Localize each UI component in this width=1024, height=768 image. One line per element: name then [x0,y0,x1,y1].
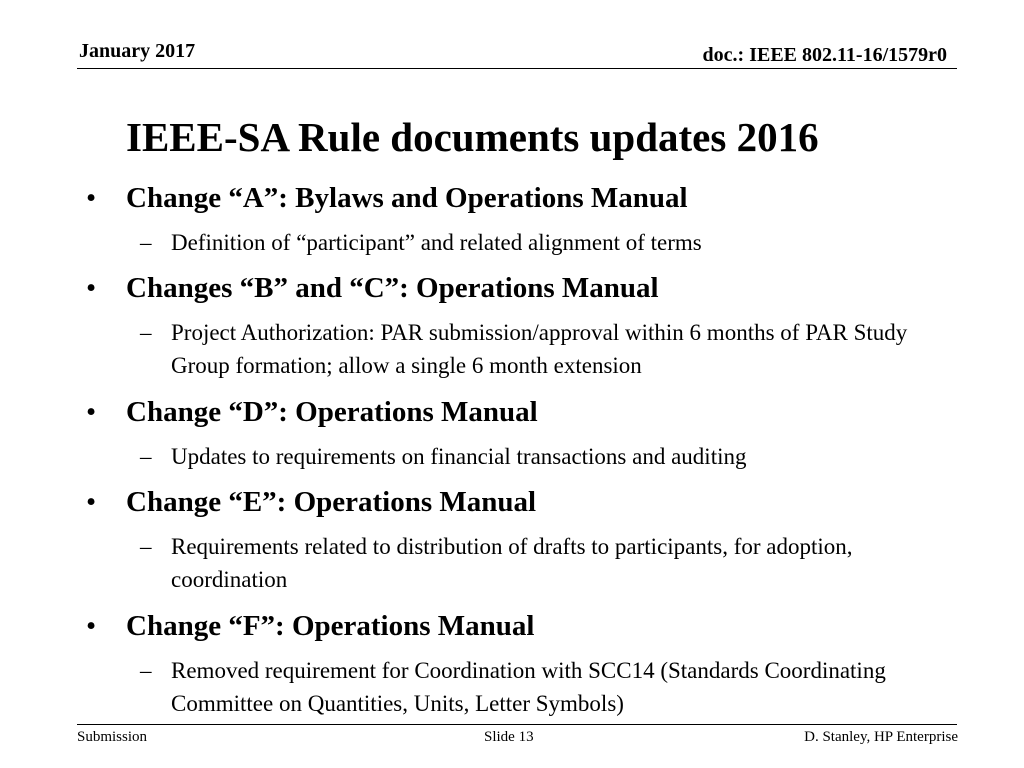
bullet-text: Changes “B” and “C”: Operations Manual [126,272,659,304]
footer-author: D. Stanley, HP Enterprise [804,729,958,745]
bullet-item [86,395,538,429]
dash-icon: – [140,658,152,683]
dash-icon: – [140,534,152,559]
bullet-text: Change “E”: Operations Manual [126,486,537,518]
bullet-text: Change “F”: Operations Manual [126,610,535,642]
bullet-dot-icon: • [86,272,97,304]
footer-divider [77,724,957,725]
bullet-item [86,609,534,643]
bullet-dot-icon: • [86,182,97,214]
sub-item-text: Project Authorization: PAR submission/approval within 6 months of PAR Study Group formation; allow a single 6 month extension [171,320,908,378]
sub-item [140,530,951,596]
bullet-item [86,181,688,215]
sub-item [140,226,951,259]
bullet-dot-icon: • [86,486,97,518]
bullet-dot-icon: • [86,610,97,642]
bullet-dot-icon: • [86,396,97,428]
sub-item-text: Requirements related to distribution of drafts to participants, for adoption, coordination [171,534,853,592]
slide-title: IEEE-SA Rule documents updates 2016 [126,114,819,160]
header-date: January 2017 [79,40,196,62]
bullet-text: Change “A”: Bylaws and Operations Manual [126,182,688,214]
dash-icon: – [140,320,152,345]
dash-icon: – [140,230,152,255]
sub-item-text: Removed requirement for Coordination with SCC14 (Standards Coordinating Committee on Quantities, Units, Letter Symbols) [171,658,886,716]
sub-item [140,316,951,382]
header-doc-id: doc.: IEEE 802.11-16/1579r0 [702,44,947,66]
bullet-item [86,485,536,519]
sub-item [140,654,951,720]
footer-submission: Submission [77,729,148,745]
dash-icon: – [140,444,152,469]
bullet-item [86,271,659,305]
sub-item-text: Updates to requirements on financial transactions and auditing [171,444,747,469]
footer-slide-number: Slide 13 [484,729,534,745]
bullet-text: Change “D”: Operations Manual [126,396,538,428]
sub-item [140,440,951,473]
sub-item-text: Definition of “participant” and related alignment of terms [171,230,702,255]
